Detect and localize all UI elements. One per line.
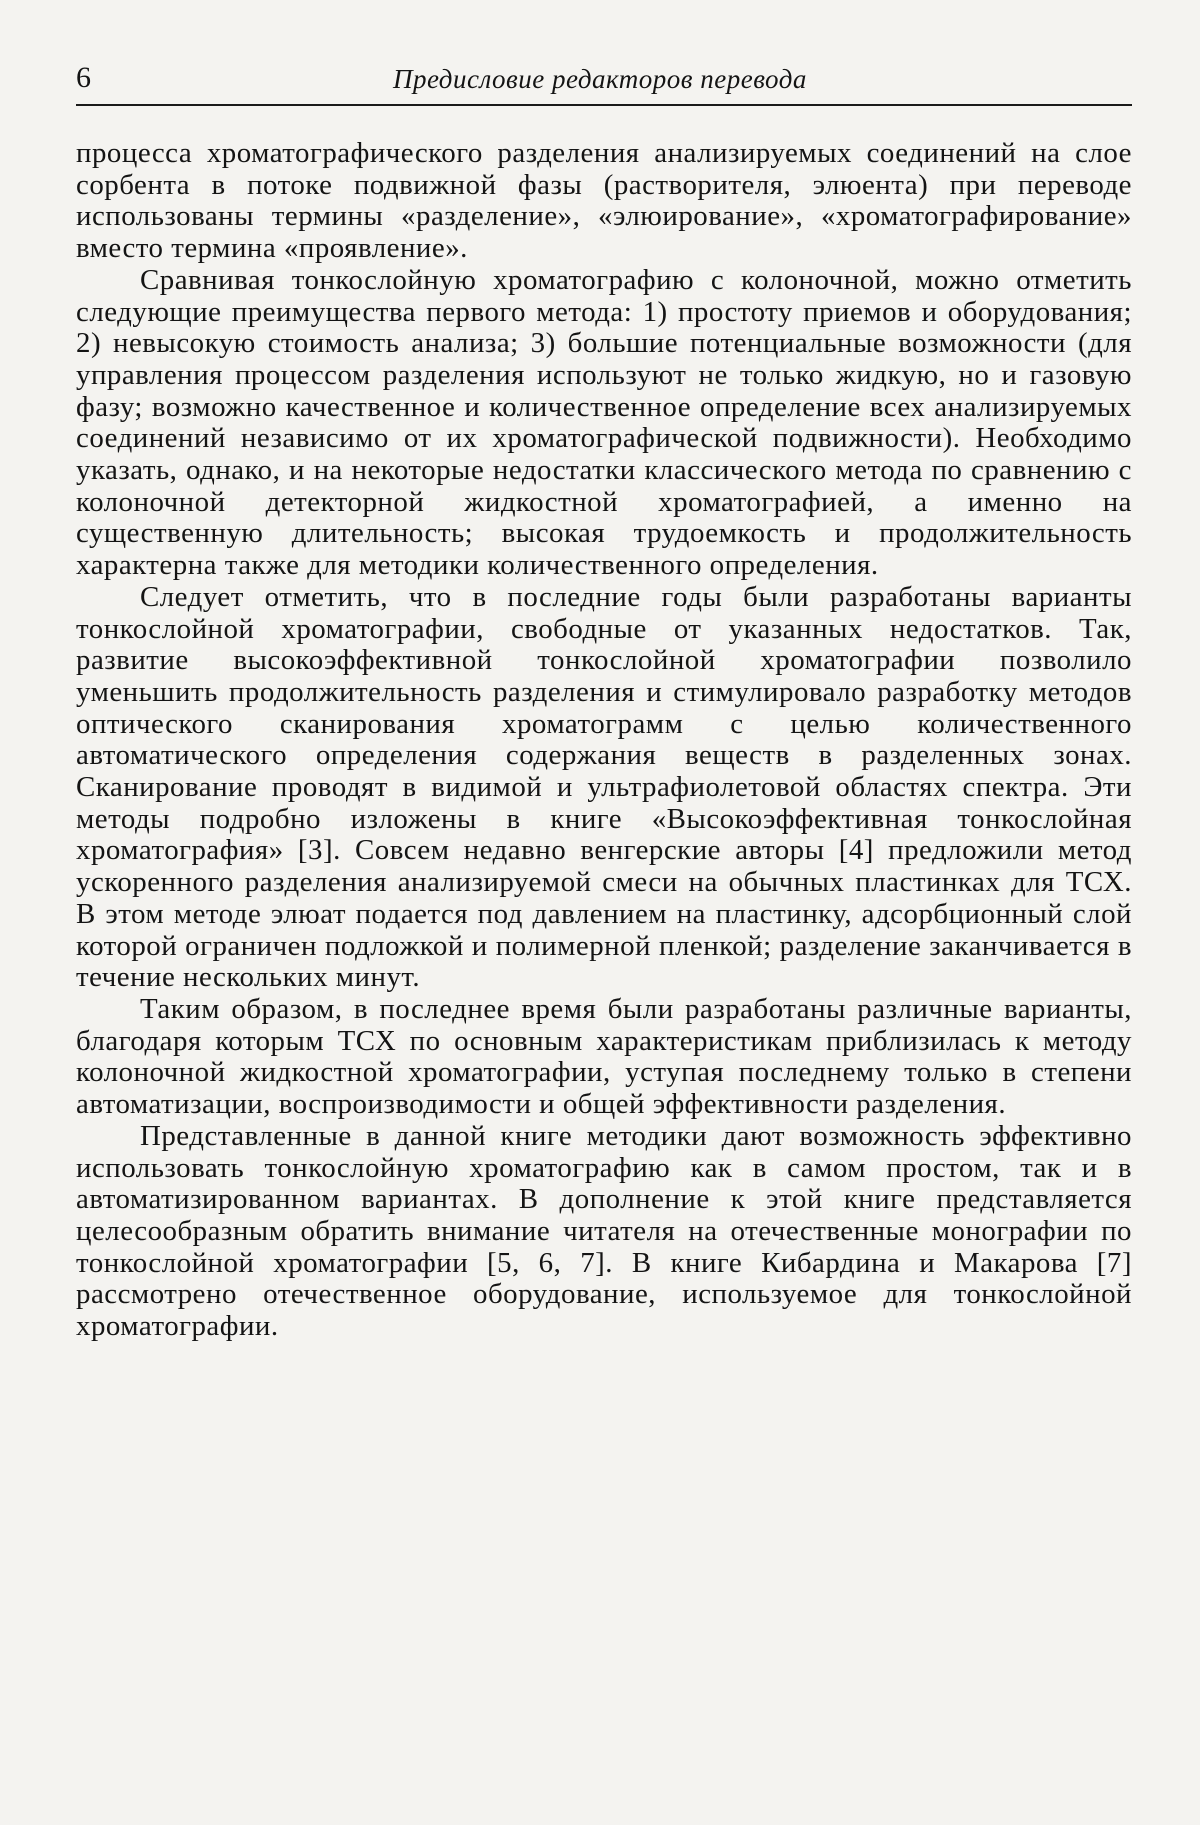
paragraph-new-variants: Следует отметить, что в последние годы были разработаны варианты тонкослойной хроматографии, свободные от указанных недостатков. Так, развитие высокоэффективной тонкослойной хроматографии позволило уменьшить продолжительность разделения и стимулировало разработку методов оптического сканирования хроматограмм с целью количественного автоматического определения содержания веществ в разделенных зонах. Сканирование проводят в видимой и ультрафиолетовой областях спектра. Эти методы подробно изложены в книге «Высокоэффективная тонкослойная хроматография» [3]. Совсем недавно венгерские авторы [4] предложили метод ускоренного разделения анализируемой смеси на обычных пластинках для ТСХ. В этом методе элюат подается под давлением на пластинку, адсорбционный слой которой ограничен подложкой и полимерной пленкой; разделение заканчивается в течение нескольких минут. xyxy=(76,580,1132,994)
page-header xyxy=(76,58,1132,106)
body-text xyxy=(76,138,1132,1343)
paragraph-recommendations: Представленные в данной книге методики дают возможность эффективно использовать тонкослойную хроматографию как в самом простом, так и в автоматизированном вариантах. В дополнение к этой книге представляется целесообразным обратить внимание читателя на отечественные монографии по тонкослойной хроматографии [5, 6, 7]. В книге Кибардина и Макарова [7] рассмотрено отечественное оборудование, используемое для тонкослойной хроматографии. xyxy=(76,1119,1132,1343)
running-title: Предисловие редакторов перевода xyxy=(393,64,807,94)
page-number: 6 xyxy=(76,61,91,94)
paragraph-tlc-advantages: Сравнивая тонкослойную хроматографию с колоночной, можно отметить следующие преимущества первого метода: 1) простоту приемов и оборудования; 2) невысокую стоимость анализа; 3) большие потенциальные возможности (для управления процессом разделения используют не только жидкую, но и газовую фазу; возможно качественное и количественное определение всех анализируемых соединений независимо от их хроматографической подвижности). Необходимо указать, однако, и на некоторые недостатки классического метода по сравнению с колоночной детекторной жидкостной хроматографией, а именно на существенную длительность; высокая трудоемкость и продолжительность характерна также для методики количественного определения. xyxy=(76,263,1132,582)
paragraph-summary: Таким образом, в последнее время были разработаны различные варианты, благодаря которым ТСХ по основным характеристикам приблизилась к методу колоночной жидкостной хроматографии, уступая последнему только в степени автоматизации, воспроизводимости и общей эффективности разделения. xyxy=(76,992,1132,1121)
paragraph-continuation: процесса хроматографического разделения анализируемых соединений на слое сорбента в потоке подвижной фазы (растворителя, элюента) при переводе использованы термины «разделение», «элюирование», «хроматографирование» вместо термина «проявление». xyxy=(76,137,1132,265)
